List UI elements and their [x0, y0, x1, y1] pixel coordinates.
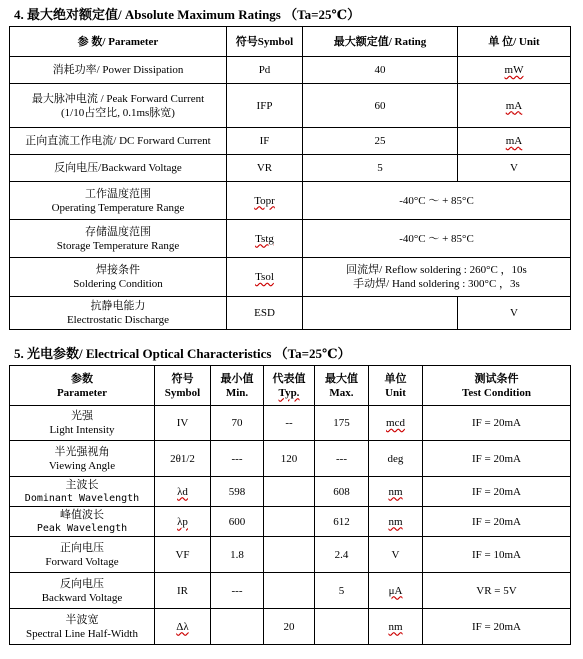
header-en: Typ. — [278, 386, 300, 399]
value-cell: -40°C ～ + 85°C — [303, 220, 571, 258]
table-header-row — [10, 366, 571, 406]
unit-text: mA — [505, 135, 523, 147]
unit-text: nm — [388, 515, 403, 528]
unit-cell — [369, 507, 423, 537]
condition-cell: IF = 20mA — [423, 507, 571, 537]
param-en: Backward Voltage — [41, 591, 123, 604]
typ-cell — [264, 537, 315, 573]
param-cell — [10, 258, 227, 297]
typ-cell — [264, 573, 315, 609]
table-row — [10, 84, 571, 128]
value-cell — [303, 258, 571, 297]
header-cn: 最大值 — [325, 372, 358, 385]
unit-cell — [369, 477, 423, 507]
header-unit: 单 位/ Unit — [458, 27, 571, 57]
param-cell — [10, 182, 227, 220]
table-row — [10, 507, 571, 537]
section5-title: 5. 光电参数/ Electrical Optical Characteristics （Ta=25℃） — [14, 346, 351, 361]
table-row — [10, 57, 571, 84]
symbol-cell — [227, 258, 303, 297]
symbol-cell — [227, 220, 303, 258]
param-cell — [10, 84, 227, 128]
unit-cell — [458, 57, 571, 84]
max-cell: 175 — [315, 406, 369, 441]
table-row — [10, 609, 571, 645]
symbol-cell: ESD — [227, 297, 303, 330]
header-cn: 符号 — [171, 372, 194, 385]
unit-cell — [458, 128, 571, 155]
param-line-1: 抗静电能力 — [90, 300, 146, 312]
param-line-1: 最大脉冲电流 / Peak Forward Current — [31, 92, 205, 105]
header-en: Symbol — [164, 386, 201, 399]
value-cell: 60 — [303, 84, 458, 128]
unit-cell — [369, 609, 423, 645]
hand-condition: 手动焊/ Hand soldering : 300°C ，3s — [353, 278, 520, 290]
header-parameter — [10, 366, 155, 406]
param-cn: 半光强视角 — [54, 445, 110, 458]
max-cell: 608 — [315, 477, 369, 507]
header-rating: 最大额定值/ Rating — [303, 27, 458, 57]
table-row — [10, 155, 571, 182]
typ-cell — [264, 477, 315, 507]
param-cell — [10, 297, 227, 330]
param-cn: 半波宽 — [65, 613, 99, 626]
symbol-cell — [155, 507, 211, 537]
unit-cell: V — [458, 297, 571, 330]
header-symbol: 符号Symbol — [227, 27, 303, 57]
table-header-row — [10, 27, 571, 57]
param-cell — [10, 573, 155, 609]
unit-cell — [369, 573, 423, 609]
param-cell — [10, 441, 155, 477]
reflow-condition: 回流焊/ Reflow soldering : 260°C ，10s — [346, 264, 527, 276]
param-cell — [10, 220, 227, 258]
unit-cell: deg — [369, 441, 423, 477]
condition-cell: VR = 5V — [423, 573, 571, 609]
symbol-cell — [155, 609, 211, 645]
param-en: Light Intensity — [49, 424, 115, 436]
absolute-max-ratings-table — [9, 26, 571, 330]
symbol-cell — [227, 182, 303, 220]
table-row — [10, 297, 571, 330]
condition-cell: IF = 20mA — [423, 406, 571, 441]
value-cell: 25 — [303, 128, 458, 155]
param-cell: 正向直流工作电流/ DC Forward Current — [10, 128, 227, 155]
param-cell — [10, 406, 155, 441]
typ-cell: -- — [264, 406, 315, 441]
param-cell: 消耗功率/ Power Dissipation — [10, 57, 227, 84]
param-line-2: Storage Temperature Range — [56, 239, 180, 252]
param-cn: 峰值波长 — [60, 508, 104, 521]
min-cell — [211, 609, 264, 645]
min-cell: 600 — [211, 507, 264, 537]
param-cell — [10, 537, 155, 573]
header-parameter: 参 数/ Parameter — [10, 27, 227, 57]
header-cn: 参数 — [71, 372, 93, 385]
condition-cell: IF = 20mA — [423, 609, 571, 645]
symbol-cell: IFP — [227, 84, 303, 128]
min-cell: 70 — [211, 406, 264, 441]
header-en: Max. — [329, 386, 354, 399]
param-cell — [10, 477, 155, 507]
header-en: Min. — [225, 386, 249, 399]
unit-text: nm — [388, 485, 403, 498]
header-max — [315, 366, 369, 406]
condition-cell: IF = 10mA — [423, 537, 571, 573]
min-cell: --- — [211, 573, 264, 609]
symbol-text: λd — [177, 485, 188, 498]
unit-text: nm — [388, 620, 403, 633]
table-row — [10, 220, 571, 258]
header-unit — [369, 366, 423, 406]
table-row — [10, 258, 571, 297]
electrical-optical-table — [9, 365, 571, 645]
param-cn: 反向电压 — [60, 577, 104, 590]
value-cell: 40 — [303, 57, 458, 84]
condition-cell: IF = 20mA — [423, 477, 571, 507]
symbol-cell: Pd — [227, 57, 303, 84]
symbol-cell: VR — [227, 155, 303, 182]
max-cell — [315, 609, 369, 645]
section4-title: 4. 最大绝对额定值/ Absolute Maximum Ratings （Ta=25℃） — [14, 7, 361, 22]
header-test-condition — [423, 366, 571, 406]
unit-cell — [369, 406, 423, 441]
param-line-2: (1/10占空比, 0.1ms脉宽) — [61, 106, 175, 119]
value-cell: -40°C ～ + 85°C — [303, 182, 571, 220]
value-cell: 5 — [303, 155, 458, 182]
param-line-1: 工作温度范围 — [85, 187, 151, 200]
max-cell: 2.4 — [315, 537, 369, 573]
param-en: Spectral Line Half-Width — [26, 627, 138, 640]
header-en: Parameter — [56, 386, 108, 399]
param-cell: 反向电压/Backward Voltage — [10, 155, 227, 182]
header-cn: 测试条件 — [474, 372, 519, 385]
param-en: Forward Voltage — [45, 555, 119, 568]
max-cell: 5 — [315, 573, 369, 609]
unit-cell: V — [458, 155, 571, 182]
param-en: Dominant Wavelength — [24, 492, 140, 504]
table-row — [10, 182, 571, 220]
value-cell — [303, 297, 458, 330]
symbol-text: Δλ — [176, 620, 189, 633]
param-cell — [10, 507, 155, 537]
symbol-text: Tsol — [255, 271, 274, 283]
param-en: Viewing Angle — [48, 459, 116, 472]
symbol-cell: VF — [155, 537, 211, 573]
header-en: Unit — [385, 386, 406, 399]
header-cn: 最小值 — [220, 372, 254, 385]
header-cn: 单位 — [384, 372, 407, 385]
table-row — [10, 477, 571, 507]
header-en: Test Condition — [462, 386, 531, 399]
unit-text: mA — [505, 99, 523, 112]
symbol-cell — [155, 477, 211, 507]
param-cn: 光强 — [71, 410, 93, 422]
symbol-cell: IV — [155, 406, 211, 441]
condition-cell: IF = 20mA — [423, 441, 571, 477]
unit-text: mcd — [386, 417, 405, 429]
symbol-cell: IF — [227, 128, 303, 155]
param-line-2: Soldering Condition — [73, 278, 163, 290]
param-line-2: Electrostatic Discharge — [66, 314, 170, 326]
param-en: Peak Wavelength — [36, 522, 128, 534]
typ-cell — [264, 507, 315, 537]
param-line-1: 存储温度范围 — [85, 225, 151, 238]
typ-cell: 20 — [264, 609, 315, 645]
typ-cell: 120 — [264, 441, 315, 477]
header-min — [211, 366, 264, 406]
header-typ — [264, 366, 315, 406]
table-row — [10, 573, 571, 609]
unit-text: μA — [388, 584, 403, 597]
symbol-text: Topr — [254, 194, 275, 207]
param-cn: 正向电压 — [60, 541, 104, 554]
header-cn: 代表值 — [272, 372, 306, 385]
min-cell: 598 — [211, 477, 264, 507]
table-row — [10, 537, 571, 573]
symbol-text: Tstg — [255, 232, 274, 245]
unit-cell: V — [369, 537, 423, 573]
min-cell: 1.8 — [211, 537, 264, 573]
min-cell: --- — [211, 441, 264, 477]
symbol-cell: 2θ1/2 — [155, 441, 211, 477]
param-line-2: Operating Temperature Range — [51, 201, 185, 214]
unit-cell — [458, 84, 571, 128]
param-line-1: 焊接条件 — [96, 264, 140, 276]
header-symbol — [155, 366, 211, 406]
max-cell: 612 — [315, 507, 369, 537]
symbol-text: λp — [177, 515, 188, 528]
table-row — [10, 406, 571, 441]
max-cell: --- — [315, 441, 369, 477]
table-row — [10, 441, 571, 477]
table-row — [10, 128, 571, 155]
unit-text: mW — [504, 64, 524, 76]
symbol-cell: IR — [155, 573, 211, 609]
param-cn: 主波长 — [65, 478, 99, 491]
param-cell — [10, 609, 155, 645]
